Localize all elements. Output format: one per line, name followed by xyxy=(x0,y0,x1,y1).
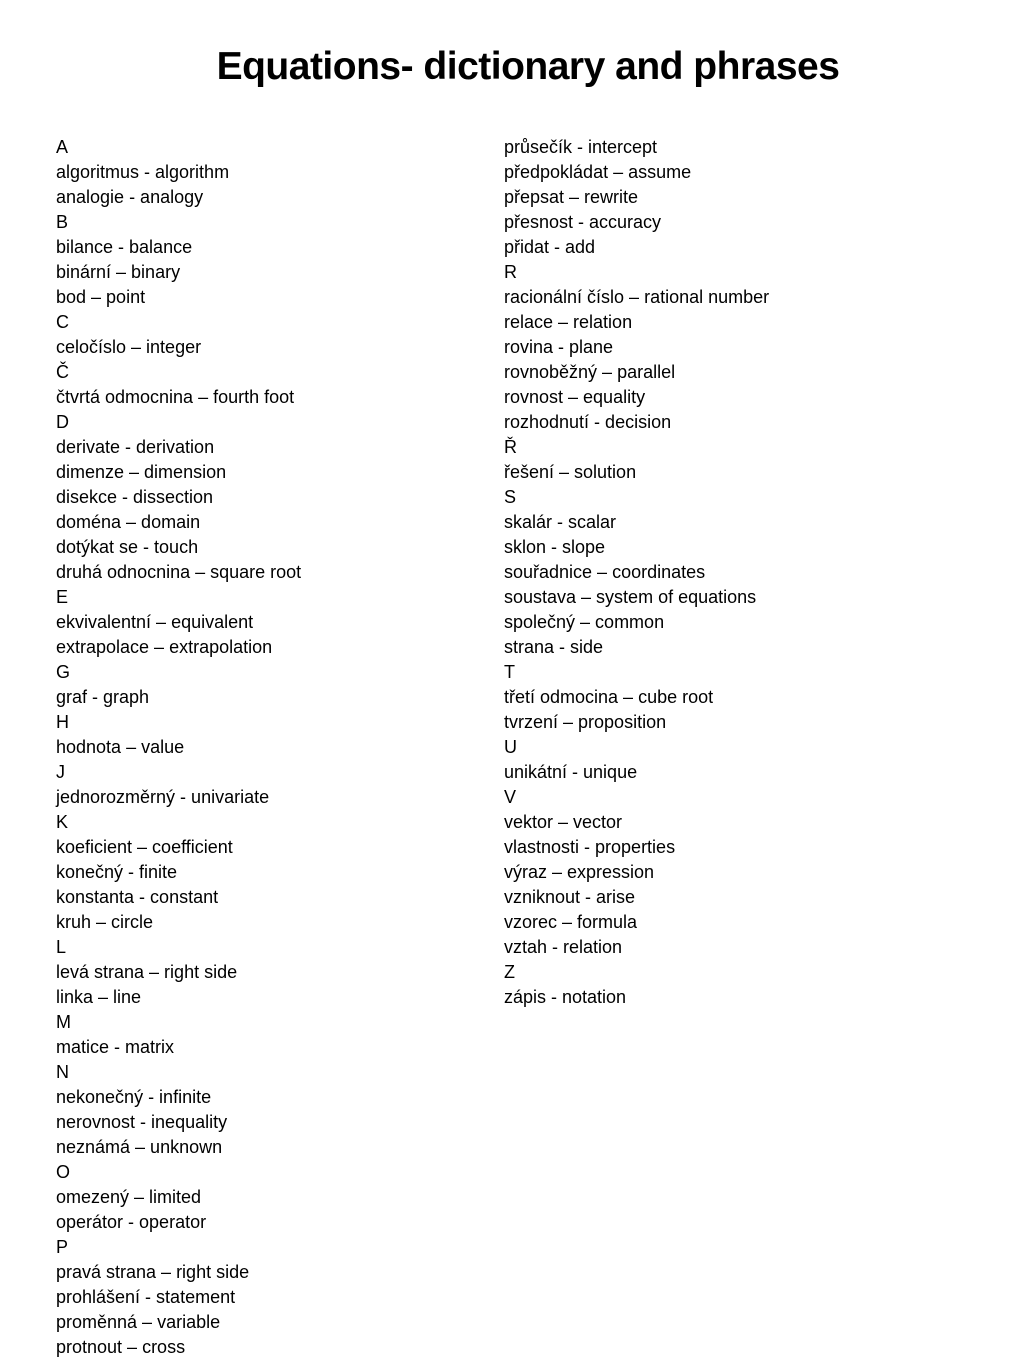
letter-heading: G xyxy=(56,662,71,682)
dictionary-entry: levá strana – right side xyxy=(56,962,238,982)
dictionary-entry: prohlášení - statement xyxy=(56,1287,236,1307)
dictionary-entry: společný – common xyxy=(504,612,665,632)
letter-heading: H xyxy=(56,712,69,732)
dictionary-entry: koeficient – coefficient xyxy=(56,837,233,857)
dictionary-entry: soustava – system of equations xyxy=(504,587,757,607)
dictionary-entry: doména – domain xyxy=(56,512,201,532)
dictionary-entry: operátor - operator xyxy=(56,1212,207,1232)
dictionary-entry: konečný - finite xyxy=(56,862,178,882)
dictionary-entry: sklon - slope xyxy=(504,537,606,557)
dictionary-entry: přepsat – rewrite xyxy=(504,187,639,207)
dictionary-entry: protnout – cross xyxy=(56,1337,186,1357)
dictionary-entry: průsečík - intercept xyxy=(504,137,658,157)
dictionary-entry: omezený – limited xyxy=(56,1187,202,1207)
dictionary-entry: nerovnost - inequality xyxy=(56,1112,228,1132)
dictionary-entry: rovina - plane xyxy=(504,337,614,357)
dictionary-entry: celočíslo – integer xyxy=(56,337,202,357)
letter-heading: J xyxy=(56,762,65,782)
letter-heading: U xyxy=(504,737,517,757)
dictionary-entry: neznámá – unknown xyxy=(56,1137,223,1157)
dictionary-entry: vzniknout - arise xyxy=(504,887,636,907)
dictionary-entry: tvrzení – proposition xyxy=(504,712,667,732)
dictionary-entry: extrapolace – extrapolation xyxy=(56,637,273,657)
dictionary-entry: kruh – circle xyxy=(56,912,154,932)
dictionary-entry: jednorozměrný - univariate xyxy=(56,787,270,807)
dictionary-entry: hodnota – value xyxy=(56,737,185,757)
dictionary-entry: předpokládat – assume xyxy=(504,162,692,182)
dictionary-entry: výraz – expression xyxy=(504,862,655,882)
page-title: Equations- dictionary and phrases xyxy=(216,45,840,88)
letter-heading: M xyxy=(56,1012,71,1032)
dictionary-entry: vztah - relation xyxy=(504,937,623,957)
letter-heading: V xyxy=(504,787,517,807)
dictionary-entry: ekvivalentní – equivalent xyxy=(56,612,254,632)
dictionary-entry: graf - graph xyxy=(56,687,150,707)
dictionary-entry: rovnoběžný – parallel xyxy=(504,362,676,382)
dictionary-entry: nekonečný - infinite xyxy=(56,1087,212,1107)
dictionary-entry: vzorec – formula xyxy=(504,912,638,932)
letter-heading: Ř xyxy=(504,437,517,457)
dictionary-entry: čtvrtá odmocnina – fourth foot xyxy=(56,387,295,407)
letter-heading: Z xyxy=(504,962,515,982)
dictionary-entry: souřadnice – coordinates xyxy=(504,562,706,582)
dictionary-entry: pravá strana – right side xyxy=(56,1262,250,1282)
dictionary-entry: relace – relation xyxy=(504,312,633,332)
dictionary-entry: vlastnosti - properties xyxy=(504,837,676,857)
letter-heading: S xyxy=(504,487,517,507)
dictionary-entry: bod – point xyxy=(56,287,146,307)
letter-heading: C xyxy=(56,312,69,332)
dictionary-column-left xyxy=(56,135,476,1360)
dictionary-entry: zápis - notation xyxy=(504,987,627,1007)
dictionary-entry: algoritmus - algorithm xyxy=(56,162,230,182)
dictionary-entry: matice - matrix xyxy=(56,1037,175,1057)
dictionary-entry: konstanta - constant xyxy=(56,887,219,907)
dictionary-entry: unikátní - unique xyxy=(504,762,638,782)
dictionary-entry: dimenze – dimension xyxy=(56,462,227,482)
dictionary-entry: rovnost – equality xyxy=(504,387,646,407)
dictionary-column-right xyxy=(504,135,984,1010)
dictionary-entry: linka – line xyxy=(56,987,142,1007)
dictionary-entry: druhá odnocnina – square root xyxy=(56,562,302,582)
letter-heading: L xyxy=(56,937,67,957)
dictionary-entry: skalár - scalar xyxy=(504,512,617,532)
dictionary-entry: řešení – solution xyxy=(504,462,637,482)
dictionary-entry: racionální číslo – rational number xyxy=(504,287,770,307)
letter-heading: K xyxy=(56,812,69,832)
dictionary-entry: binární – binary xyxy=(56,262,181,282)
dictionary-entry: proměnná – variable xyxy=(56,1312,221,1332)
dictionary-entry: přesnost - accuracy xyxy=(504,212,662,232)
letter-heading: E xyxy=(56,587,69,607)
dictionary-entry: dotýkat se - touch xyxy=(56,537,199,557)
letter-heading: T xyxy=(504,662,515,682)
dictionary-entry: vektor – vector xyxy=(504,812,623,832)
dictionary-entry: derivate - derivation xyxy=(56,437,215,457)
dictionary-entry: analogie - analogy xyxy=(56,187,204,207)
dictionary-entry: třetí odmocina – cube root xyxy=(504,687,714,707)
letter-heading: A xyxy=(56,137,69,157)
letter-heading: R xyxy=(504,262,517,282)
letter-heading: Č xyxy=(56,362,69,382)
dictionary-entry: disekce - dissection xyxy=(56,487,214,507)
letter-heading: D xyxy=(56,412,69,432)
letter-heading: N xyxy=(56,1062,69,1082)
letter-heading: O xyxy=(56,1162,71,1182)
dictionary-entry: přidat - add xyxy=(504,237,596,257)
dictionary-entry: bilance - balance xyxy=(56,237,193,257)
letter-heading: P xyxy=(56,1237,69,1257)
dictionary-entry: rozhodnutí - decision xyxy=(504,412,672,432)
letter-heading: B xyxy=(56,212,69,232)
dictionary-entry: strana - side xyxy=(504,637,604,657)
